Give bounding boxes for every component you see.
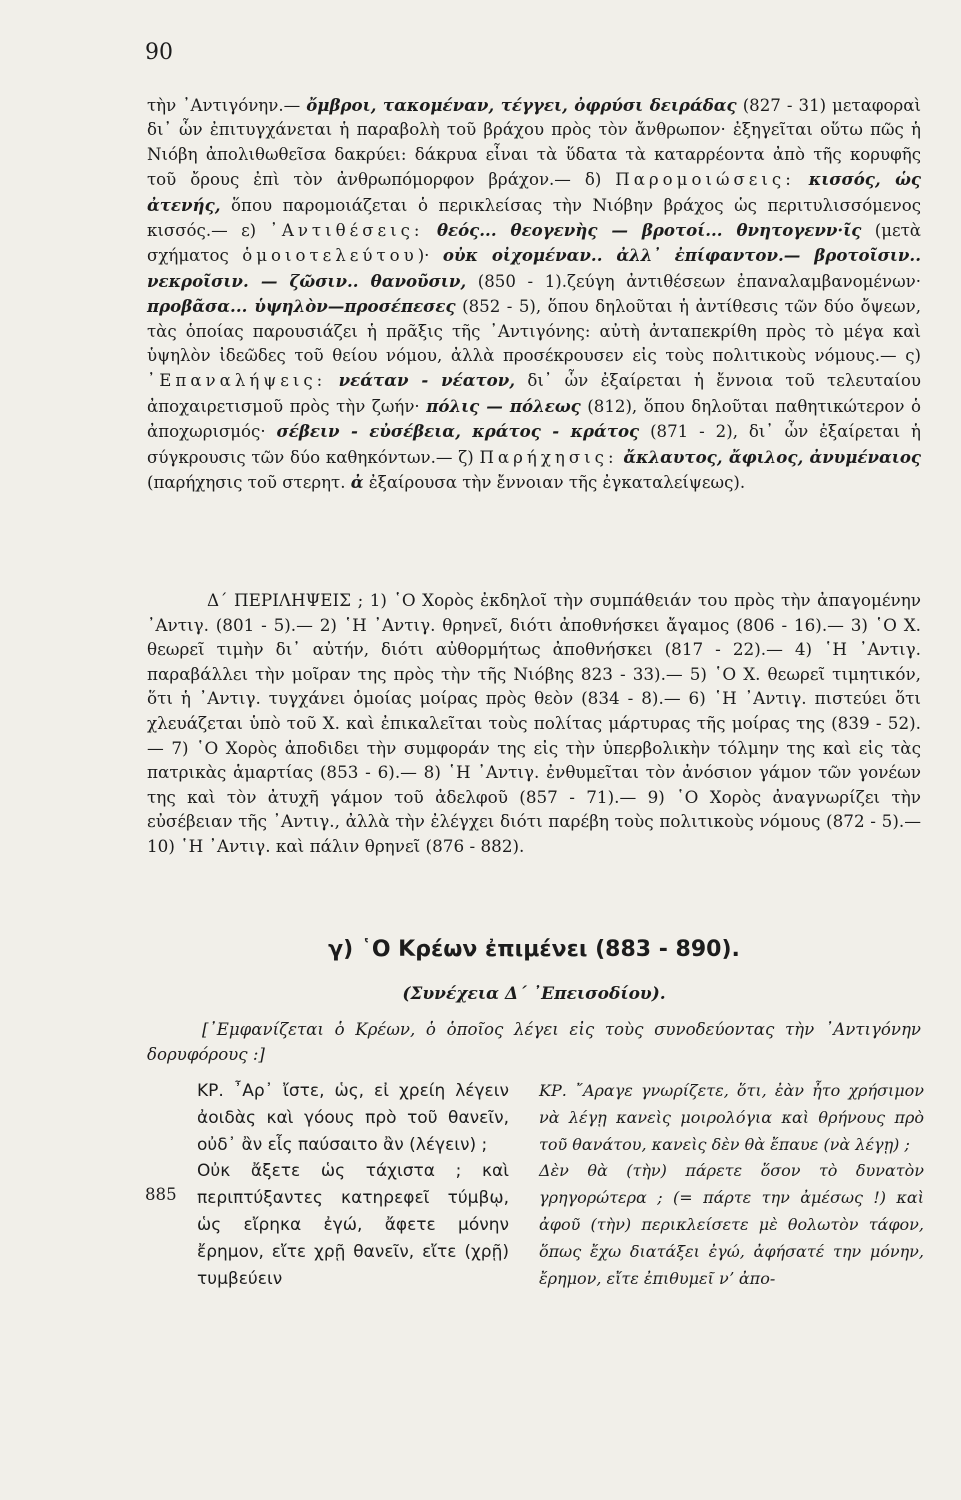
text-run: )· — [417, 246, 443, 266]
translation-block: ΚΡ. ῎Αραγε γνωρίζετε, ὅτι, ἐὰν ἦτο χρήσιμον νὰ λέγῃ κανεὶς μοιρολόγια καὶ θρήνους πρὸ τοῦ θανάτου, κανεὶς δὲν θὰ ἔπαυε (νὰ λέγῃ) ; — [539, 1081, 924, 1154]
quoted-term: ὄμβροι, τακομέναν, τέγγει, ὀφρύσι δειράδας — [306, 95, 737, 115]
greek-text-block: ΚΡ. ῏Αρ᾽ ἴστε, ὡς, εἰ χρείη λέγειν ἀοιδὰς καὶ γόους πρὸ τοῦ θανεῖν, οὐδ᾽ ἂν εἷς παύσαιτο ἂν (λέγειν) ; — [197, 1081, 509, 1155]
quoted-term: πόλις — πόλεως — [426, 395, 581, 416]
text-run: (812), ὅπου δηλοῦται παθητικώτερον ὁ ἀποχωρισμός· — [147, 396, 921, 442]
text-run: τὴν ᾽Αντιγόνην.— — [147, 96, 307, 115]
verse-line-number: 885 — [145, 1185, 177, 1204]
text-run — [795, 170, 809, 189]
quoted-term: οὐκ οἰχομέναν.. ἀλλ᾽ ἐπίφαντον.— βροτοῖσιν.. νεκροῖσιν. — ζῶσιν.. θανοῦσιν, — [147, 245, 921, 291]
translation-block: Δὲν θὰ (τὴν) πάρετε ὅσον τὸ δυνατὸν γρηγορώτερα ; (= πάρτε την ἀμέσως !) καὶ ἀφοῦ (τὴν) περικλείσετε μὲ θολωτὸν τάφον, ὅπως ἔχω διατάξει ἐγώ, ἀφήσατέ την μόνην, ἔρημον, εἴτε ἐπιθυμεῖ νʼ ἀπο- — [539, 1161, 924, 1288]
figure-of-speech-label: ᾽Επαναλήψεις: — [147, 371, 327, 391]
text-run: (871 - 2), δι᾽ ὧν ἐξαίρεται ἡ σύγκρουσις τῶν δύο καθηκόντων.— ζ) — [147, 422, 921, 467]
section-heading: γ) ῾Ο Κρέων ἐπιμένει (883 - 890). — [328, 937, 740, 962]
section-subtitle: (Συνέχεια Δ´ ᾽Επεισοδίου). — [402, 984, 666, 1004]
quoted-term: ἄκλαυτος, ἄφιλος, ἀνυμέναιος — [623, 446, 921, 467]
text-run: ἐξαίρουσα τὴν ἔννοιαν τῆς ἐγκαταλείψεως). — [363, 473, 746, 493]
text-run: δι᾽ ὧν ἐξαίρεται ἡ ἔννοια τοῦ τελευταίου ἀποχαιρετισμοῦ πρὸς τὴν ζωήν· — [147, 371, 922, 416]
figure-of-speech-label: ᾽Αντιθέσεις: — [269, 221, 424, 241]
page-number: 90 — [145, 40, 173, 65]
quoted-term: ἀ — [350, 472, 364, 493]
text-run: ὅπου παρομοιάζεται ὁ περικλείσας τὴν Νιόβην βράχος ὡς περιτυλισσόμενος κισσός.— ε) — [147, 195, 921, 241]
text-run: (852 - 5), ὅπου δηλοῦται ἡ ἀντίθεσις τῶν δύο ὄψεων, τὰς ὁποίας παρουσιάζει ἡ πρᾶξις τῆς ᾽Αντιγόνης: αὐτὴ ἀνταπεκρίθη πρὸς τὸ μέγα καὶ ὑψηλὸν ἰδεῶδες τοῦ θείου νόμου, ἀλλὰ προσέκρουσεν εἰς τοὺς πολιτικοὺς νόμους.— ς) — [147, 297, 921, 366]
text-run: (850 - 1).ζεύγη ἀντιθέσεων ἐπαναλαμβανομένων· — [466, 271, 921, 291]
quoted-term: θεός... θεογενὴς — βροτοί... θνητογενν·ῖς — [436, 220, 862, 241]
quoted-term: νεάταν - νέατον, — [338, 370, 516, 391]
text-run — [326, 371, 338, 390]
stage-direction: [᾽Εμφανίζεται ὁ Κρέων, ὁ ὁποῖος λέγει εἰς τοὺς συνοδεύοντας τὴν ᾽Αντιγόνην δορυφόρους :] — [147, 1020, 921, 1064]
text-run — [424, 221, 437, 240]
figure-of-speech-label: Παρομοιώσεις: — [615, 170, 795, 190]
figure-of-speech-label: ὁμοιοτελεύτου — [242, 246, 418, 266]
figure-of-speech-label: Παρήχησις: — [479, 447, 618, 467]
greek-text-block: Οὐκ ἄξετε ὡς τάχιστα ; καὶ περιπτύξαντες κατηρεφεῖ τύμβῳ, ὡς εἴρηκα ἐγώ, ἄφετε μόνην ἔρημον, εἴτε χρῇ θανεῖν, εἴτε (χρῇ) τυμβεύειν — [197, 1161, 509, 1289]
text-run: (827 - 31) μεταφοραὶ δι᾽ ὧν ἐπιτυγχάνεται ἡ παραβολὴ τοῦ βράχου πρὸς τὸν ἄνθρωπον· ἐξηγεῖται οὕτω πῶς ἡ Νιόβη ἀπολιθωθεῖσα δακρύει: δάκρυα εἶναι τὰ ὕδατα τὰ καταρρέοντα ἀπὸ τῆς κορυφῆς τοῦ ὄρους ἐπὶ τὸν ἀνθρωπόμορφον βράχον.— δ) — [147, 96, 921, 190]
quoted-term: προβᾶσα... ὑψηλὸν—προσέπεσες — [147, 296, 456, 317]
summary-paragraph: Δ´ ΠΕΡΙΛΗΨΕΙΣ ; 1) ῾Ο Χορὸς ἐκδηλοῖ τὴν συμπάθειάν του πρὸς τὴν ἀπαγομένην ᾽Αντιγ. (801 - 5).— 2) ῾Η ᾽Αντιγ. θρηνεῖ, διότι ἀποθνήσκει ἄγαμος (806 - 16).— 3) ῾Ο Χ. θεωρεῖ τιμὴν δι᾽ αὐτήν, διότι αὐθορμήτως ἀποθνήσκει (817 - 22).— 4) ῾Η ᾽Αντιγ. παραβάλλει τὴν μοῖραν της πρὸς τὴν τῆς Νιόβης 823 - 33).— 5) ῾Ο Χ. θεωρεῖ τιμητικόν, ὅτι ἡ ᾽Αντιγ. τυγχάνει ὁμοίας μοίρας πρὸς θεὸν (834 - 8).— 6) ῾Η ᾽Αντιγ. πιστεύει ὅτι χλευάζεται ὑπὸ τοῦ Χ. καὶ ἐπικαλεῖται τοὺς πολίτας μάρτυρας τῆς μοίρας της (839 - 52).— 7) ῾Ο Χορὸς ἀποδιδει τὴν συμφοράν της εἰς τὴν ὑπερβολικὴν τόλμην της καὶ εἰς τὰς πατρικὰς ἁμαρτίας (853 - 6).— 8) ῾Η ᾽Αντιγ. ἐνθυμεῖται τὸν ἀνόσιον γάμον τῶν γονέων της καὶ τὸν ἀτυχῆ γάμον τοῦ ἀδελφοῦ (857 - 71).— 9) ῾Ο Χορὸς ἀναγνωρίζει τὴν εὐσέβειαν τῆς ᾽Αντιγ., ἀλλὰ τὴν ἐλέγχει διότι παρέβη τοὺς πολιτικοὺς νόμους (872 - 5).— 10) ῾Η ᾽Αντιγ. καὶ πάλιν θρηνεῖ (876 - 882). — [147, 590, 921, 856]
translation-column — [539, 1078, 924, 1292]
quoted-term: σέβειν - εὐσέβεια, κράτος - κράτος — [276, 421, 640, 442]
text-run: (μετὰ σχήματος — [147, 221, 921, 266]
text-run: (παρήχησις τοῦ στερητ. — [147, 473, 351, 493]
quoted-term: κισσός, ὡς ἀτενής, — [147, 169, 921, 215]
commentary-paragraph — [147, 93, 921, 496]
greek-text-column — [197, 1078, 509, 1292]
